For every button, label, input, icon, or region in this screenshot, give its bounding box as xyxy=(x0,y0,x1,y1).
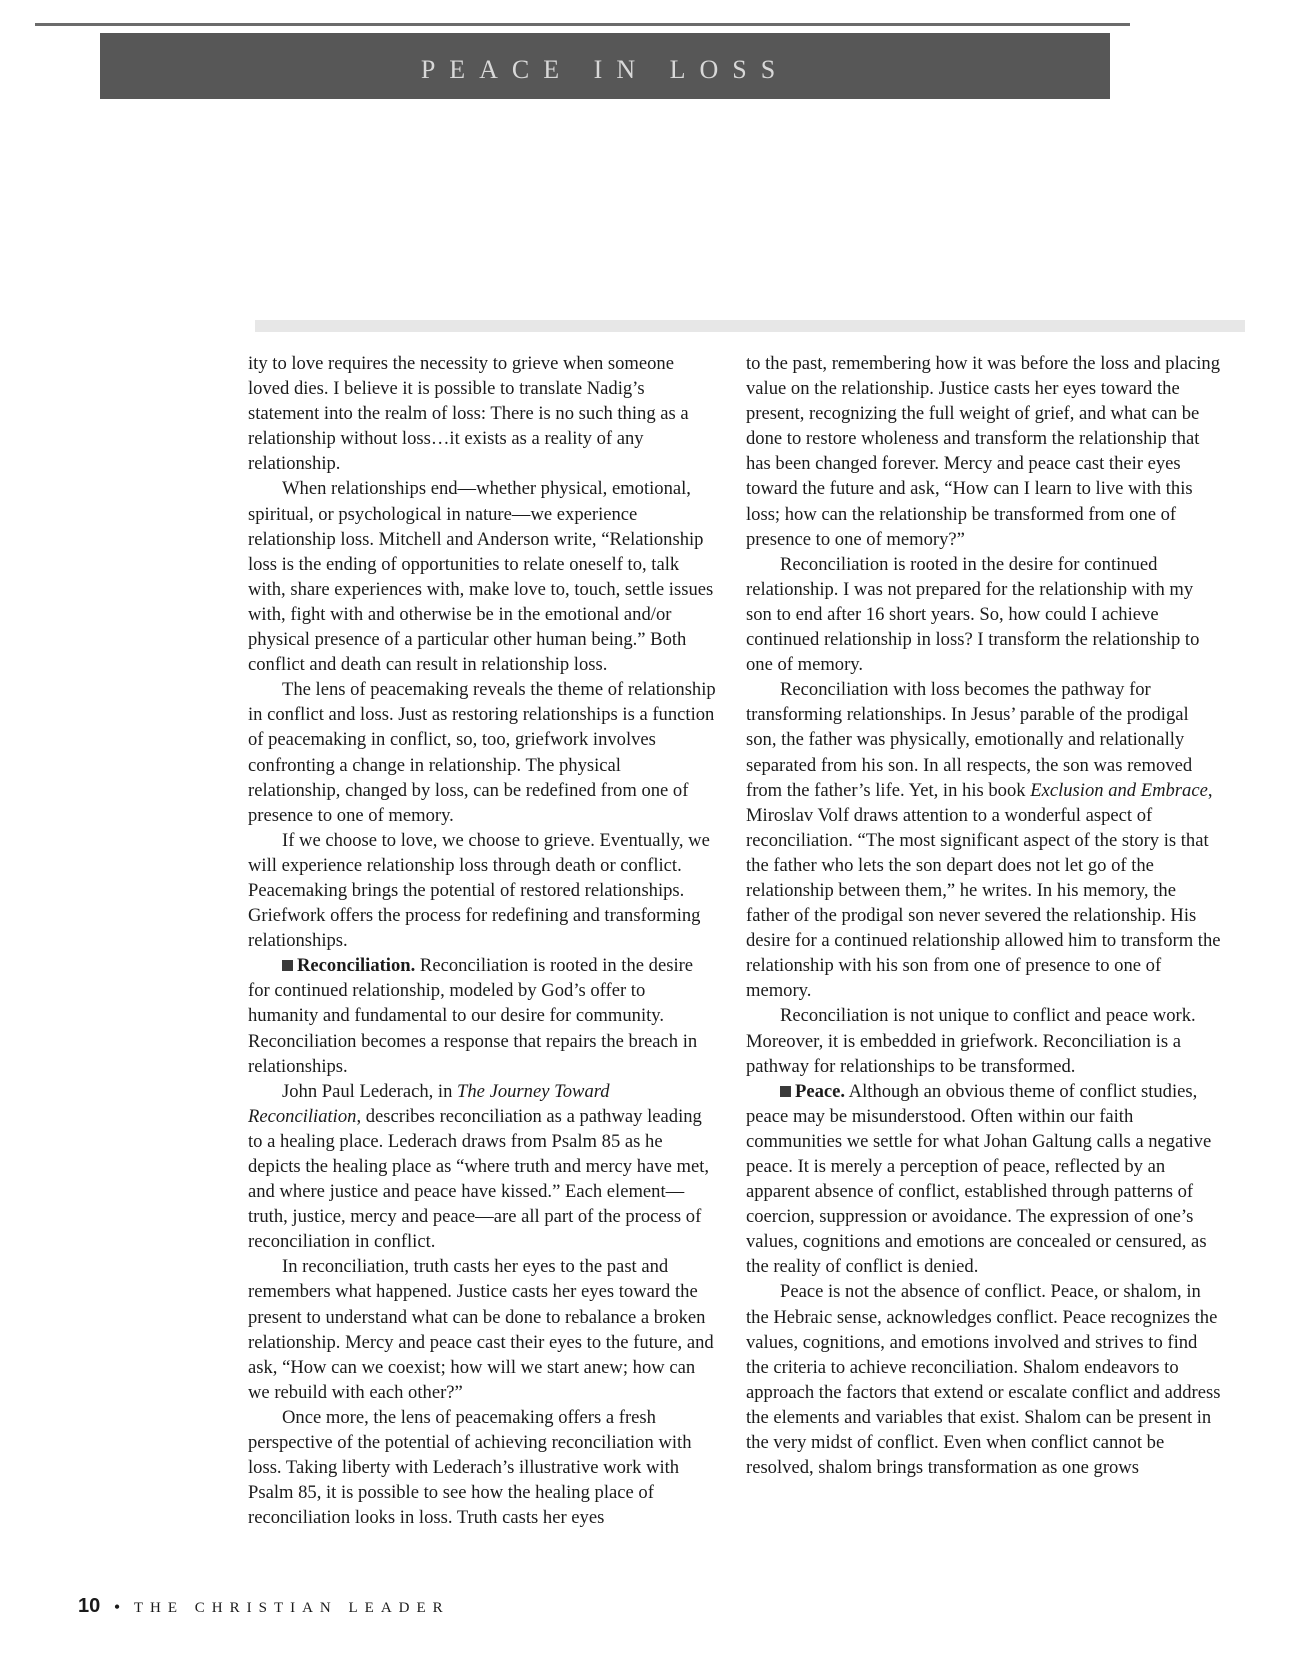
paragraph-reconciliation xyxy=(248,953,716,1078)
paragraph: When relationships end—whether physical, emotional, spiritual, or psychological in nature—we experience relationship loss. Mitchell and Anderson write, “Relationship loss is the ending of opportunities to relate oneself to, talk with, share experiences with, make love to, touch, settle issues with, fight with and otherwise be in the emotional and/or physical presence of a particular other human being.” Both conflict and death can result in relationship loss. xyxy=(248,478,714,676)
right-column xyxy=(746,351,1221,1480)
square-bullet-icon xyxy=(780,1086,791,1097)
paragraph: The lens of peacemaking reveals the theme of relationship in conflict and loss. Just as restoring relationships is a function of peacemaking in conflict, so, too, griefwork involves confronting a change in relationship. The physical relationship, changed by loss, can be redefined from one of presence to one of memory. xyxy=(248,679,716,826)
page-footer xyxy=(78,1595,450,1618)
paragraph-text: Reconciliation is rooted in the desire for continued relationship, modeled by God’s offer to humanity and fundamental to our desire for community. Reconciliation becomes a response that repairs the breach in relationships. xyxy=(248,955,698,1077)
paragraph-text: , Miroslav Volf draws attention to a wonderful aspect of reconciliation. “The most significant aspect of the story is that the father who lets the son depart does not let go of the relationship between them,” he writes. In his memory, the father of the prodigal son never severed the relationship. His desire for a continued relationship allowed him to transform the relationship with his son from one of presence to one of memory. xyxy=(746,779,1221,1002)
square-bullet-icon xyxy=(282,960,293,971)
paragraph-text: Although an obvious theme of conflict studies, peace may be misunderstood. Often within our faith communities we settle for what Johan Galtung calls a negative peace. It is merely a perception of peace, reflected by an apparent absence of conflict, established through patterns of coercion, suppression or avoidance. The expression of one’s values, cognitions and emotions are concealed or censured, as the reality of conflict is denied. xyxy=(746,1080,1212,1278)
section-title: PEACE IN LOSS xyxy=(420,55,790,84)
paragraph-text: , describes reconciliation as a pathway leading to a healing place. Lederach draws from Psalm 85 as he depicts the healing place as “where truth and mercy have met, and where justice and peace have kissed.” Each element—truth, justice, mercy and peace—are all part of the process of reconciliation in conflict. xyxy=(248,1105,710,1253)
section-banner xyxy=(100,33,1110,99)
paragraph: Reconciliation is rooted in the desire for continued relationship. I was not prepared for the relationship with my son to end after 16 short years. So, how could I achieve continued relationship in loss? I transform the relationship to one of memory. xyxy=(746,553,1200,676)
footer-separator: • xyxy=(114,1599,120,1616)
paragraph: to the past, remembering how it was before the loss and placing value on the relationship. Justice casts her eyes toward the present, recognizing the full weight of grief, and what can be done to restore wholeness and transform the relationship that has been changed forever. Mercy and peace cast their eyes toward the future and ask, “How can I learn to live with this loss; how can the relationship be transformed from one of presence to one of memory?” xyxy=(746,353,1221,550)
content-divider xyxy=(255,320,1245,332)
top-rule xyxy=(35,23,1130,26)
left-column xyxy=(248,351,716,1530)
paragraph-text: John Paul Lederach, in xyxy=(282,1080,458,1102)
paragraph: Reconciliation is not unique to conflict and peace work. Moreover, it is embedded in griefwork. Reconciliation is a pathway for relationships to be transformed. xyxy=(746,1005,1196,1077)
subheading-peace: Peace. xyxy=(795,1080,846,1102)
paragraph xyxy=(746,677,1221,1003)
paragraph: In reconciliation, truth casts her eyes to the past and remembers what happened. Justice casts her eyes toward the present to understand what can be done to rebalance a broken relationship. Mercy and peace cast their eyes to the future, and ask, “How can we coexist; how will we start anew; how can we rebuild with each other?” xyxy=(248,1256,714,1403)
page-number: 10 xyxy=(78,1595,101,1617)
subheading-reconciliation: Reconciliation. xyxy=(297,955,416,977)
book-title: The Journey Toward Reconciliation xyxy=(248,1080,610,1127)
paragraph: Once more, the lens of peacemaking offers a fresh perspective of the potential of achieving reconciliation with loss. Taking liberty with Lederach’s illustrative work with Psalm 85, it is possible to see how the healing place of reconciliation looks in loss. Truth casts her eyes xyxy=(248,1406,692,1529)
publication-name: THE CHRISTIAN LEADER xyxy=(133,1600,450,1616)
paragraph xyxy=(248,1079,716,1255)
paragraph-text: Reconciliation with loss becomes the pathway for transforming relationships. In Jesus’ parable of the prodigal son, the father was physically, emotionally and relationally separated from his son. In all respects, the son was removed from the father’s life. Yet, in his book xyxy=(746,679,1193,801)
paragraph-peace xyxy=(746,1079,1221,1280)
paragraph: Peace is not the absence of conflict. Peace, or shalom, in the Hebraic sense, acknowledges conflict. Peace recognizes the values, cognitions, and emotions involved and strives to find the criteria to achieve reconciliation. Shalom endeavors to approach the factors that extend or escalate conflict and address the elements and variables that exist. Shalom can be present in the very midst of conflict. Even when conflict cannot be resolved, shalom brings transformation as one grows xyxy=(746,1281,1221,1479)
paragraph: ity to love requires the necessity to grieve when someone loved dies. I believe it is possible to translate Nadig’s statement into the realm of loss: There is no such thing as a relationship without loss…it exists as a reality of any relationship. xyxy=(248,353,689,475)
paragraph: If we choose to love, we choose to grieve. Eventually, we will experience relationship loss through death or conflict. Peacemaking brings the potential of restored relationships. Griefwork offers the process for redefining and transforming relationships. xyxy=(248,829,710,952)
book-title: Exclusion and Embrace xyxy=(1030,779,1208,801)
